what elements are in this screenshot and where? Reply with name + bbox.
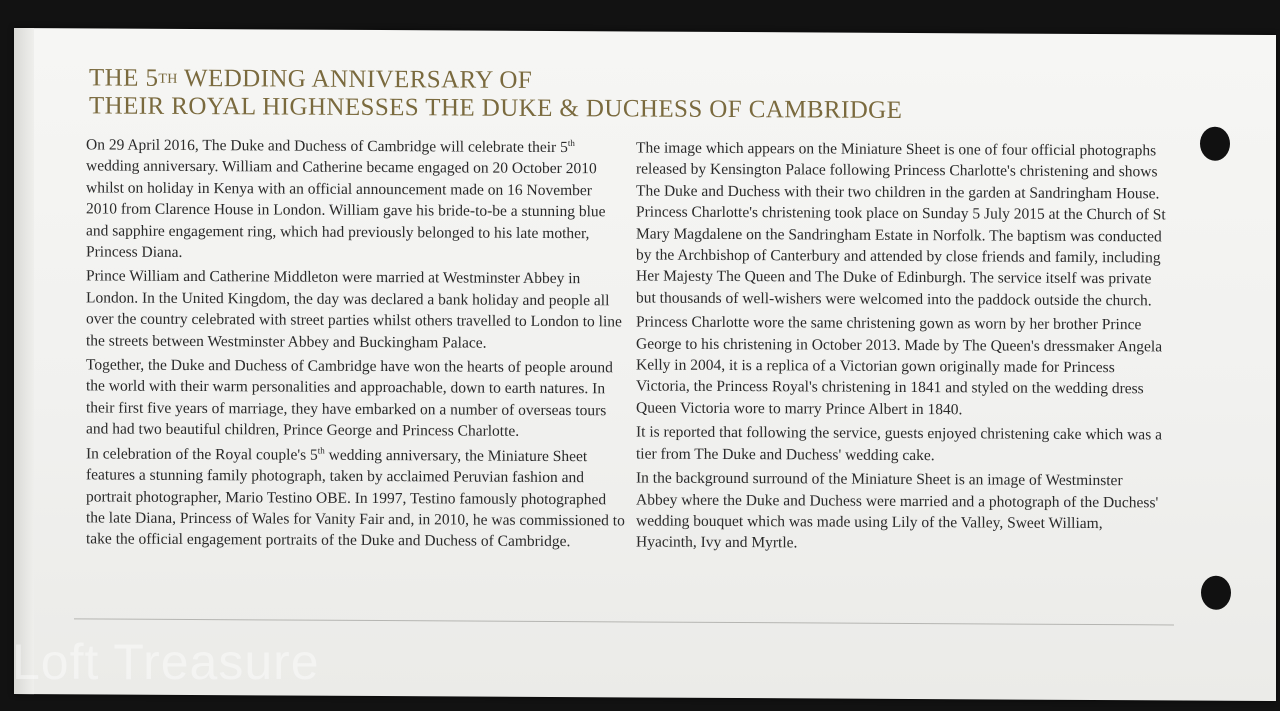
left-column bbox=[86, 134, 626, 556]
watermark: Loft Treasure bbox=[12, 634, 320, 690]
paragraph: On 29 April 2016, The Duke and Duchess of Cambridge will celebrate their 5th wedding anniversary. William and Catherine became engaged on 20 October 2010 whilst on holiday in Kenya with an official announcement made on 16 November 2010 from Clarence House in London. William gave his bride-to-be a stunning blue and sapphire engagement ring, which had previously belonged to his late mother, Princess Diana. bbox=[86, 136, 606, 261]
paragraph: In the background surround of the Miniature Sheet is an image of Westminster Abbey where the Duke and Duchess were married and a photograph of the Duchess' wedding bouquet which was made using Lily of the Valley, Sweet William, Hyacinth, Ivy and Myrtle. bbox=[636, 469, 1159, 552]
punch-hole bbox=[1201, 576, 1231, 610]
paragraph: Prince William and Catherine Middleton were married at Westminster Abbey in London. In the United Kingdom, the day was declared a bank holiday and people all over the country celebrated with street parties whilst others travelled to London to line the streets between Westminster Abbey and Buckingham Palace. bbox=[86, 267, 622, 352]
title-line-2: THEIR ROYAL HIGHNESSES THE DUKE & DUCHESS OF CAMBRIDGE bbox=[89, 92, 903, 124]
title-line-1: THE 5TH WEDDING ANNIVERSARY OF bbox=[89, 64, 533, 94]
paragraph: Together, the Duke and Duchess of Cambridge have won the hearts of people around the world with their warm personalities and approachable, down to earth natures. In their first five years of marriage, they have embarked on a number of overseas tours and had two beautiful children, Prince George and Princess Charlotte. bbox=[86, 356, 613, 441]
paragraph: In celebration of the Royal couple's 5th wedding anniversary, the Miniature Sheet features a stunning family photograph, taken by acclaimed Peruvian fashion and portrait photographer, Mario Testino OBE. In 1997, Testino famously photographed the late Diana, Princess of Wales for Vanity Fair and, in 2010, he was commissioned to take the official engagement portraits of the Duke and Duchess of Cambridge. bbox=[86, 445, 625, 551]
paragraph: The image which appears on the Miniature Sheet is one of four official photographs released by Kensington Palace following Princess Charlotte's christening and shows The Duke and Duchess with their two children in the garden at Sandringham House. Princess Charlotte's christening took place on Sunday 5 July 2015 at the Church of St Mary Magdalene on the Sandringham Estate in Norfolk. The baptism was conducted by the Archbishop of Canterbury and attended by close friends and family, including Her Majesty The Queen and The Duke of Edinburgh. The service itself was private but thousands of well-wishers were welcomed into the paddock outside the church. bbox=[636, 139, 1166, 310]
info-card bbox=[14, 28, 1276, 701]
right-column bbox=[636, 137, 1166, 559]
paragraph: It is reported that following the service, guests enjoyed christening cake which was a tier from The Duke and Duchess' wedding cake. bbox=[636, 423, 1162, 464]
punch-hole bbox=[1200, 127, 1230, 161]
divider bbox=[74, 618, 1174, 625]
paragraph: Princess Charlotte wore the same christening gown as worn by her brother Prince George to his christening in October 2013. Made by The Queen's dressmaker Angela Kelly in 2004, it is a replica of a Victorian gown originally made for Princess Victoria, the Princess Royal's christening in 1841 and styled on the wedding dress Queen Victoria wore to marry Prince Albert in 1840. bbox=[636, 313, 1163, 419]
card-edge bbox=[14, 28, 34, 694]
page-title bbox=[89, 64, 902, 125]
